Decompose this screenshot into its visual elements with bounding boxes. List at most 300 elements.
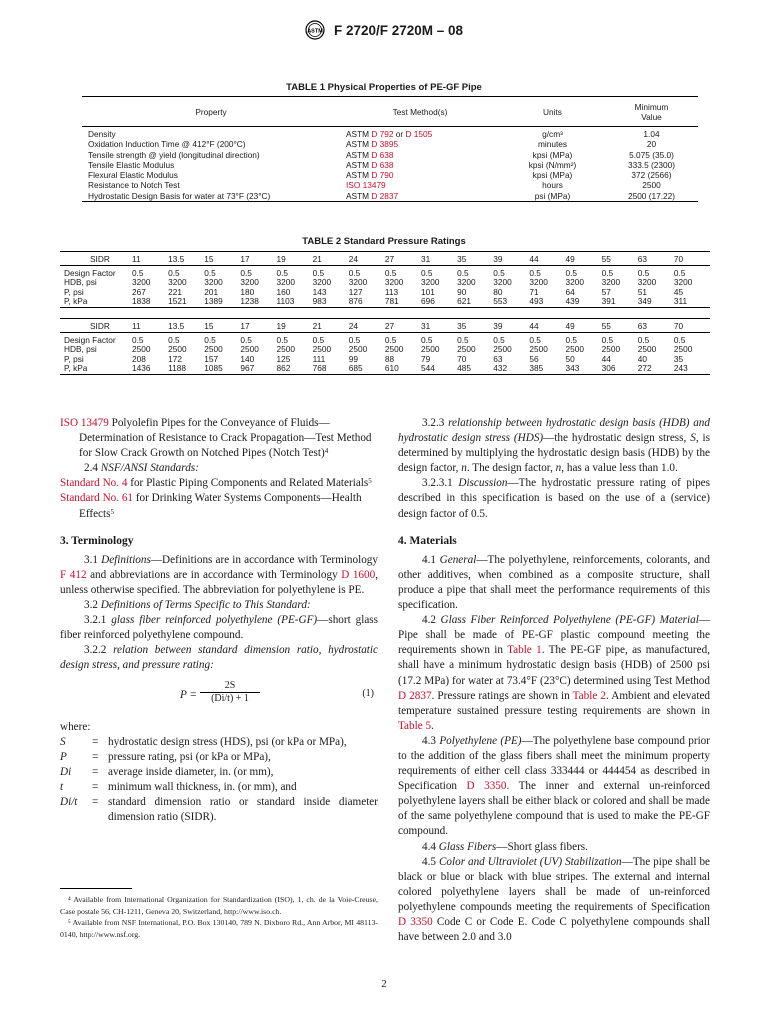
method-prefix: ASTM	[346, 129, 372, 139]
eq-denominator: (Di/t) + 1	[211, 692, 249, 704]
sidr-value: 49	[566, 252, 602, 266]
table2-cell: 3200	[168, 277, 187, 288]
p323-n2: n	[555, 462, 562, 475]
section-3-heading: 3. Terminology	[60, 534, 134, 547]
table2-cell: 781	[384, 296, 399, 307]
cell-property: Oxidation Induction Time @ 412°F (200°C)	[88, 139, 246, 150]
sidr-header-row	[60, 252, 710, 266]
eq-numerator: 2S	[200, 680, 260, 693]
sidr-value: 19	[277, 319, 313, 333]
title-4-3: Polyethylene (PE)	[439, 734, 522, 747]
table2-cell: 0.5	[204, 268, 216, 278]
svg-text:ASTM: ASTM	[307, 28, 323, 35]
table1-row	[82, 180, 698, 190]
cell-min-value: 5.075 (35.0)	[629, 149, 674, 160]
table2-cell: 544	[421, 363, 435, 374]
def-equals: =	[92, 765, 99, 778]
footnote-4: ⁴ Available from International Organization for Standardization (ISO), 1, ch. de la Voie-Creuse, Case postale 56, CH-1211, Geneva 20, Switzerland, http://www.iso.ch.	[60, 895, 378, 916]
table2-cell: 621	[457, 296, 471, 307]
table2-cell: 983	[312, 296, 327, 307]
table2-cell: 343	[565, 363, 580, 374]
table2-cell: 56	[529, 353, 539, 364]
sidr-value: 27	[385, 252, 421, 266]
table2-cell: 3200	[637, 277, 657, 288]
title-2-4: NSF/ANSI Standards:	[100, 462, 199, 475]
table2-cell: 311	[673, 296, 688, 307]
table2-cell: 1389	[204, 296, 223, 307]
table2-cell: 35	[673, 353, 684, 364]
table2-cell: 2500	[348, 344, 368, 355]
num-3-2-2: 3.2.2	[84, 644, 114, 657]
table2-cell: 0.5	[132, 335, 144, 345]
table2-cell: 553	[493, 296, 508, 307]
table2-cell: 0.5	[312, 268, 325, 278]
sidr-label: SIDR	[60, 319, 132, 333]
def-text: standard dimension ratio or standard inside diameter dimension ratio (SIDR).	[108, 795, 378, 824]
p42-d: . Ambient and elevated temperature sustained pressure testing requirements are shown in	[398, 689, 710, 717]
sidr-value: 63	[638, 319, 674, 333]
cell-min-value: 372 (2566)	[631, 170, 672, 181]
para-3-2-3	[398, 416, 710, 476]
p323-c: . The design factor,	[466, 462, 556, 475]
table2-cell: 172	[168, 353, 182, 364]
table2-block-2500	[60, 318, 710, 375]
para-4-1	[398, 553, 710, 613]
table2-cell: 51	[637, 286, 647, 297]
table2-caption: TABLE 2 Standard Pressure Ratings	[302, 236, 466, 247]
method-link-a[interactable]: D 638	[371, 149, 394, 160]
para-3-2-3-1	[398, 476, 710, 521]
table2-cell: 2500	[493, 344, 512, 355]
sidr-value: 31	[421, 319, 457, 333]
table2-cell: 967	[240, 363, 255, 374]
table2-cell: 3200	[240, 277, 259, 288]
table2-cell: 88	[384, 353, 395, 364]
row-label: HDB, psi	[64, 277, 97, 288]
table2-cell: 696	[421, 296, 435, 307]
table2-cell: 208	[132, 353, 146, 364]
cell-units: psi (MPa)	[534, 190, 571, 201]
table2-cell: 0.5	[565, 268, 578, 278]
sidr-value: 15	[204, 252, 240, 266]
table2-cell: 3200	[529, 277, 548, 288]
table2-cell: 0.5	[240, 335, 252, 345]
title-3-2-3: relationship between hydrostatic design basis (HDB) and hydrostatic design stress (HDS)	[398, 417, 710, 445]
p42-c: . Pressure ratings are shown in	[431, 689, 573, 702]
table2-cell: 0.5	[601, 268, 614, 278]
table2-cell: 44	[601, 353, 611, 364]
p41-text: —The polyethylene, reinforcements, colorants, and other additives, when combined as a composite structure, shall produce a pipe that shall meet the performance requirements of this specification.	[398, 553, 710, 612]
table2-cell: 0.5	[493, 335, 505, 345]
cell-min-value: 20	[646, 139, 657, 150]
table2-cell: 0.5	[529, 268, 541, 278]
cell-min-value: 333.5 (2300)	[627, 159, 676, 170]
table2-cell: 493	[529, 296, 544, 307]
title-3-2-2: relation between standard dimension ratio, hydrostatic design stress, and pressure rating:	[60, 644, 378, 672]
table2-cell: 610	[384, 363, 399, 374]
num-2-4: 2.4	[84, 462, 98, 475]
table2-cell: 3200	[384, 277, 404, 288]
section-4-heading: 4. Materials	[398, 534, 457, 547]
def-equals: =	[92, 780, 99, 793]
cell-method	[340, 170, 500, 180]
link-f412[interactable]: F 412	[60, 568, 87, 581]
table2-cell: 0.5	[673, 335, 686, 345]
link-table-2[interactable]: Table 2	[572, 689, 606, 702]
method-link-a[interactable]: D 638	[371, 159, 394, 170]
table2-cell: 221	[168, 286, 182, 297]
title-4-2: Glass Fiber Reinforced Polyethylene (PE-GF) Material	[440, 614, 699, 627]
where-label: where:	[60, 720, 91, 733]
table2-cell: 157	[204, 353, 219, 364]
sidr-value: 35	[457, 252, 493, 266]
table2-cell: 2500	[457, 344, 476, 355]
table2-cell: 80	[493, 286, 503, 297]
table2-cell: 0.5	[276, 268, 289, 278]
num-4-1: 4.1	[422, 553, 440, 566]
sidr-value: 15	[204, 319, 240, 333]
table2-cell: 71	[529, 286, 539, 297]
num-3-2: 3.2	[84, 599, 101, 612]
definition-row	[60, 765, 378, 780]
method-prefix: ASTM	[346, 159, 372, 170]
sidr-value: 11	[132, 252, 168, 266]
section-2-4	[60, 461, 378, 476]
cell-property: Flexural Elastic Modulus	[88, 170, 178, 181]
method-mid: or	[393, 129, 406, 139]
table2-cell: 2500	[312, 344, 332, 355]
cell-property: Tensile strength @ yield (longitudinal direction)	[88, 149, 260, 160]
table2-cell: 391	[601, 296, 616, 307]
ref-iso-13479	[60, 416, 378, 461]
para-3-2-1	[60, 613, 378, 643]
sidr-value: 35	[457, 319, 493, 333]
table1-row	[82, 160, 698, 170]
para-4-5	[398, 855, 710, 946]
method-link-a[interactable]: D 3895	[371, 139, 399, 150]
table2-cell: 79	[421, 353, 431, 364]
table2-cell: 1085	[204, 363, 223, 374]
table2-cell: 2500	[673, 344, 693, 355]
table1-header-row	[82, 97, 698, 127]
footnotes	[60, 894, 378, 940]
table2-cell: 70	[457, 353, 467, 364]
link-d3350-a[interactable]: D 3350	[466, 780, 507, 793]
row-label: Design Factor	[64, 268, 116, 278]
sidr-value: 21	[313, 252, 349, 266]
p42-a: —Pipe shall be made of PE-GF plastic compound meeting the requirements shown in	[398, 614, 711, 657]
p323-b: , is determined by multiplying the hydrostatic design basis (HDB) by the design factor,	[398, 432, 710, 475]
table2-cell: 2500	[240, 344, 259, 355]
table2-cell: 1103	[276, 296, 295, 307]
table2-cell: 3200	[204, 277, 223, 288]
ref-standard-61	[60, 491, 378, 521]
table2-cell: 111	[312, 353, 326, 364]
p43-b: . The inner and external un-reinforced polyethylene layers shall be either black or colored and shall be made of the same polyethylene compound that is used to make the PE-GF compound.	[398, 780, 710, 838]
link-d2837[interactable]: D 2837	[398, 689, 432, 702]
para-4-2	[398, 613, 710, 734]
page-number: 2	[381, 978, 387, 990]
table2-cell: 125	[276, 353, 291, 364]
p31-a: —Definitions are in accordance with Terminology	[150, 553, 378, 566]
p323-s: S	[690, 432, 696, 445]
cell-method	[340, 139, 500, 149]
table2-cell: 0.5	[132, 268, 144, 278]
table2-cell: 485	[457, 363, 471, 374]
p45-b: Code C or Code E. Code C polyethylene compounds shall have between 2.0 and 3.0	[398, 916, 710, 944]
astm-logo-icon	[305, 20, 325, 40]
table2-cell: 45	[673, 286, 684, 297]
table2-cell: 0.5	[673, 268, 686, 278]
num-3-1: 3.1	[84, 553, 102, 566]
row-label: P, psi	[64, 353, 84, 364]
table2-cell: 140	[240, 353, 255, 364]
cell-units: g/cm³	[542, 129, 563, 139]
def-text: minimum wall thickness, in. (or mm), and	[108, 780, 297, 793]
para-4-3	[398, 734, 710, 840]
table2-cell: 2500	[168, 344, 187, 355]
title-3-2-3-1: Discussion	[458, 477, 508, 490]
table2-cell: 50	[565, 353, 575, 364]
p42-b: . The PE-GF pipe, as manufactured, shall have a minimum hydrostatic design basis (HDB) of 2500 psi (17.2 MPa) for water at 73.4°F (23°C) determined using Test Method	[398, 644, 711, 687]
def-equals: =	[92, 795, 99, 808]
sidr-value: 63	[638, 252, 674, 266]
sidr-value: 17	[240, 319, 276, 333]
right-column	[398, 416, 710, 945]
link-d1600[interactable]: D 1600	[341, 568, 376, 581]
link-d3350-b[interactable]: D 3350	[398, 916, 433, 928]
table2-cell: 768	[312, 363, 327, 374]
table2-cell: 3200	[493, 277, 512, 288]
table2-cell: 1521	[168, 296, 187, 307]
p42-e: .	[431, 719, 434, 732]
fn-ref-5b: 5	[110, 507, 114, 516]
sidr-header-row	[60, 319, 710, 333]
cell-min-value: 2500	[642, 180, 661, 191]
table2-cell: 3200	[132, 277, 151, 288]
def-text: pressure rating, psi (or kPa or MPa),	[108, 750, 271, 763]
sidr-value: 39	[493, 252, 529, 266]
sidr-value: 44	[529, 319, 565, 333]
table2-cell: 385	[529, 363, 544, 374]
row-label: P, kPa	[64, 363, 88, 374]
title-3-1: Definitions	[101, 553, 151, 566]
table2-cell: 2500	[637, 344, 657, 355]
table2-cell: 0.5	[348, 268, 361, 278]
row-label: Design Factor	[64, 335, 116, 345]
table2-cell: 180	[240, 286, 255, 297]
num-4-4: 4.4	[422, 840, 439, 853]
cell-units: kpsi (N/mm²)	[528, 159, 577, 170]
variable-definitions	[60, 735, 378, 826]
sidr-value: 19	[277, 252, 313, 266]
table1-row	[82, 191, 698, 202]
left-column	[60, 416, 378, 825]
table1-header-units: Units	[543, 106, 562, 117]
table2-cell: 432	[493, 363, 508, 374]
table2-row	[60, 297, 710, 307]
table2-cell: 272	[637, 363, 652, 374]
method-link-a[interactable]: D 2837	[371, 190, 399, 201]
table2-cell: 113	[384, 286, 399, 297]
table2-cell: 2500	[421, 344, 440, 355]
table2-cell: 1238	[240, 296, 259, 307]
table2-cell: 2500	[601, 344, 621, 355]
table2-cell: 0.5	[601, 335, 614, 345]
definition-row	[60, 735, 378, 750]
min-line2: Value	[641, 111, 662, 122]
table2-cell: 57	[601, 286, 611, 297]
cell-method	[340, 150, 500, 160]
p323-n1: n	[461, 462, 467, 475]
sidr-value: 21	[313, 319, 349, 333]
row-label: P, psi	[64, 286, 84, 297]
sidr-value: 24	[349, 252, 385, 266]
table1-row	[82, 150, 698, 160]
method-prefix: ASTM	[346, 170, 372, 181]
table2-cell: 3200	[565, 277, 584, 288]
def-symbol: Di	[60, 765, 72, 778]
table2-cell: 2500	[276, 344, 295, 355]
table2-cell: 1436	[132, 363, 151, 374]
eq-lhs: P =	[180, 688, 197, 701]
cell-method	[340, 160, 500, 170]
eq-number: (1)	[362, 687, 374, 699]
cell-property: Resistance to Notch Test	[88, 180, 180, 191]
num-4-5: 4.5	[422, 855, 439, 868]
table2-cell: 0.5	[168, 335, 180, 345]
table2-cell: 160	[276, 286, 291, 297]
table2-cell: 3200	[457, 277, 476, 288]
para-3-2-2	[60, 643, 378, 673]
p45-a: —The pipe shall be black or blue or black with blue stripes. The external and internal colored polyethylene layers shall be made of un-reinforced polyethylene compounds meeting the requirements of Specification	[398, 855, 711, 913]
method-link-a[interactable]: D 792	[371, 129, 394, 139]
table1-row	[82, 127, 698, 140]
title-4-4: Glass Fibers	[438, 840, 497, 853]
sidr-value: 39	[493, 319, 529, 333]
table2-cell: 2500	[204, 344, 223, 355]
cell-method	[340, 127, 500, 140]
min-line1: Minimum	[634, 101, 669, 112]
num-3-2-3-1: 3.2.3.1	[422, 477, 459, 490]
p3231-text: —The hydrostatic pressure rating of pipes described in this specification is based on the use of a (service) design factor of 0.5.	[398, 477, 710, 520]
method-link-b[interactable]: D 1505	[405, 129, 433, 139]
table2-cell: 267	[132, 286, 146, 297]
table2-cell: 439	[565, 296, 580, 307]
method-prefix: ASTM	[346, 149, 372, 160]
footnote-5: ⁵ Available from NSF International, P.O. Box 130140, 789 N. Dixboro Rd., Ann Arbor, MI 48113-0140, http://www.nsf.org.	[60, 918, 378, 939]
cell-property: Hydrostatic Design Basis for water at 73°F (23°C)	[88, 190, 271, 201]
para-4-4	[398, 840, 710, 855]
p323-d: , has a value less than 1.0.	[561, 462, 678, 475]
table2-cell: 99	[348, 353, 358, 364]
sidr-value: 24	[349, 319, 385, 333]
table1-caption: TABLE 1 Physical Properties of PE-GF Pipe	[286, 82, 482, 93]
fn-ref-4: 4	[324, 447, 329, 456]
cell-method	[340, 180, 500, 190]
std61-text: for Drinking Water Systems Components—Health Effects	[79, 492, 362, 520]
definition-row	[60, 750, 378, 765]
table2-cell: 0.5	[312, 335, 325, 345]
cell-property: Density	[88, 129, 116, 139]
document-code: F 2720/F 2720M – 08	[333, 22, 464, 38]
row-label: P, kPa	[64, 296, 88, 307]
def-symbol: t	[60, 780, 64, 793]
page-header	[0, 20, 768, 40]
p43-a: —The polyethylene base compound prior to the addition of the glass fibers shall meet the minimum property requirements of either cell class 333444 or 444454 as described in Specification	[398, 734, 710, 793]
table2-cell: 3200	[276, 277, 295, 288]
table1-row	[82, 139, 698, 149]
def-symbol: Di/t	[60, 795, 78, 808]
definition-row	[60, 780, 378, 795]
table2-cell: 0.5	[348, 335, 361, 345]
sidr-value: 70	[674, 252, 710, 266]
std4-text: for Plastic Piping Components and Related Materials	[127, 477, 369, 490]
sidr-value: 49	[566, 319, 602, 333]
table1-header-min	[605, 97, 698, 127]
cell-method	[340, 191, 500, 202]
table2-cell: 0.5	[240, 268, 252, 278]
num-3-2-3: 3.2.3	[422, 417, 449, 429]
table2-cell: 0.5	[637, 335, 650, 345]
table2-cell: 3200	[312, 277, 332, 288]
def-symbol: P	[60, 750, 67, 763]
table2-cell: 0.5	[384, 335, 397, 345]
table2-cell: 0.5	[204, 335, 216, 345]
para-3-1	[60, 553, 378, 598]
table2-cell: 0.5	[168, 268, 180, 278]
table2-block-3200	[60, 251, 710, 308]
sidr-value: 13.5	[168, 319, 204, 333]
link-table-5[interactable]: Table 5	[398, 719, 432, 732]
para-3-2	[60, 598, 378, 613]
table2-cell: 40	[637, 353, 647, 364]
link-standard-61[interactable]: Standard No. 61	[60, 492, 134, 505]
table1	[82, 96, 698, 202]
eq-fraction	[200, 680, 260, 705]
table2-cell: 0.5	[637, 268, 650, 278]
cell-min-value: 2500 (17.22)	[627, 190, 676, 201]
link-table-1[interactable]: Table 1	[507, 644, 542, 657]
table2-cell: 0.5	[384, 268, 397, 278]
table2-cell: 143	[312, 286, 327, 297]
table2-cell: 0.5	[493, 268, 505, 278]
equation-1	[60, 680, 378, 710]
link-iso-13479[interactable]: ISO 13479	[60, 417, 109, 429]
sidr-value: 17	[240, 252, 276, 266]
table2-cell: 3200	[348, 277, 368, 288]
table2-cell: 2500	[384, 344, 404, 355]
table2-cell: 685	[348, 363, 363, 374]
ref-standard-4	[60, 476, 378, 491]
table2-cell: 90	[457, 286, 467, 297]
link-standard-4[interactable]: Standard No. 4	[60, 477, 128, 490]
cell-units: kpsi (MPa)	[532, 170, 573, 181]
cell-units: kpsi (MPa)	[532, 149, 573, 160]
table1-header-property: Property	[195, 106, 227, 117]
method-link-a[interactable]: ISO 13479	[346, 180, 386, 191]
p323-a: —the hydrostatic design stress,	[543, 432, 691, 445]
table2-row	[60, 364, 710, 374]
cell-property: Tensile Elastic Modulus	[88, 159, 175, 170]
method-link-a[interactable]: D 790	[371, 170, 394, 181]
sidr-value: 44	[529, 252, 565, 266]
table2-cell: 64	[565, 286, 575, 297]
table2-cell: 0.5	[421, 268, 433, 278]
num-4-3: 4.3	[422, 734, 440, 747]
def-text: hydrostatic design stress (HDS), psi (or kPa or MPa),	[108, 735, 347, 748]
def-equals: =	[92, 750, 99, 763]
